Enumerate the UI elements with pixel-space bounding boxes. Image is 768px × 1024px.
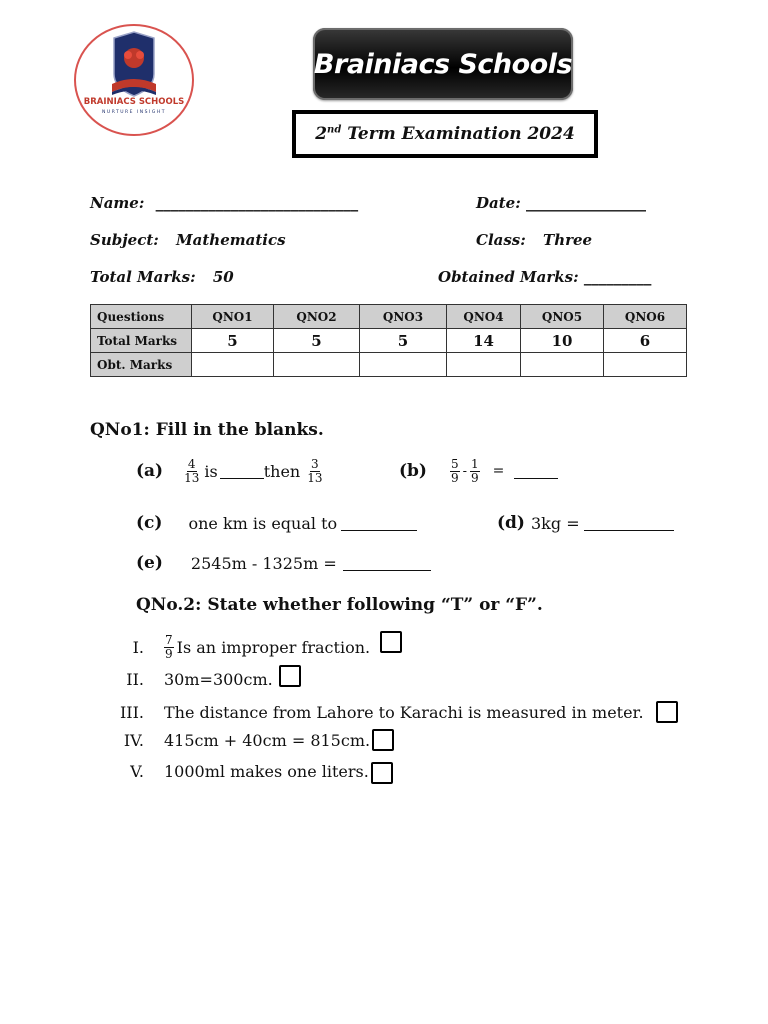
part-label: (b) — [399, 461, 427, 482]
table-header: QNO2 — [274, 305, 360, 329]
statement-text: The distance from Lahore to Karachi is measured in meter. — [164, 702, 644, 722]
term-rest: Term Examination 2024 — [341, 124, 575, 144]
q1-part-a — [136, 458, 326, 484]
obtained-cell[interactable] — [604, 353, 687, 377]
statement-text: Is an improper fraction. — [176, 637, 371, 657]
minus-sign: - — [462, 463, 468, 479]
date-label: Date: — [476, 194, 521, 212]
class-value: Three — [543, 231, 593, 249]
name-label: Name: — [90, 194, 145, 212]
statement-text: 30m=300cm. — [164, 670, 273, 689]
table-header: Questions — [91, 305, 192, 329]
obtained-cell[interactable] — [447, 353, 521, 377]
subject-value: Mathematics — [176, 231, 286, 249]
answer-blank[interactable] — [584, 516, 674, 531]
tf-item — [104, 634, 402, 660]
total-cell: 10 — [521, 329, 604, 353]
table-header: QNO1 — [192, 305, 274, 329]
total-cell: 6 — [604, 329, 687, 353]
obtained-cell[interactable] — [360, 353, 447, 377]
q1-part-c — [136, 513, 417, 533]
obtained-cell[interactable] — [274, 353, 360, 377]
equals-sign: = — [492, 463, 505, 480]
frac-num: 3 — [311, 457, 319, 471]
total-cell: 5 — [192, 329, 274, 353]
text: 3kg = — [530, 513, 580, 533]
frac-den: 9 — [165, 646, 173, 661]
subject-label: Subject: — [90, 231, 159, 249]
q1-part-d — [497, 513, 674, 533]
answer-blank[interactable] — [343, 556, 431, 571]
name-field[interactable] — [90, 194, 358, 212]
part-label: (a) — [136, 461, 164, 482]
frac-num: 5 — [450, 457, 459, 471]
answer-blank[interactable] — [514, 464, 558, 479]
table-row — [91, 353, 687, 377]
subject-field — [90, 231, 286, 249]
tf-item — [104, 758, 393, 784]
answer-checkbox[interactable] — [371, 762, 393, 784]
total-cell: 5 — [274, 329, 360, 353]
term-ordinal: 2 — [315, 124, 328, 144]
fraction — [450, 458, 460, 484]
obtained-marks-blank[interactable]: _________ — [583, 268, 652, 286]
answer-checkbox[interactable] — [656, 701, 678, 723]
answer-checkbox[interactable] — [380, 631, 402, 653]
q1-part-b — [399, 458, 558, 484]
school-banner — [313, 28, 573, 100]
roman-numeral: I. — [132, 637, 144, 657]
q1-part-e — [136, 553, 431, 573]
fraction — [164, 634, 174, 660]
roman-numeral: II. — [126, 670, 144, 689]
school-logo — [72, 22, 196, 138]
roman-numeral: III. — [119, 702, 144, 722]
table-header: QNO5 — [521, 305, 604, 329]
frac-num: 4 — [187, 457, 196, 471]
total-marks-value: 50 — [212, 268, 234, 286]
text: 2545m - 1325m = — [190, 553, 337, 573]
q1-title: QNo1: Fill in the blanks. — [90, 420, 324, 440]
fraction — [470, 458, 480, 484]
exam-title-box — [292, 110, 598, 158]
table-row — [91, 329, 687, 353]
answer-checkbox[interactable] — [279, 665, 301, 687]
answer-blank[interactable] — [220, 464, 264, 479]
fraction — [184, 458, 199, 484]
table-header-row — [91, 305, 687, 329]
statement-text: 1000ml makes one liters. — [164, 761, 369, 781]
obtained-cell[interactable] — [521, 353, 604, 377]
obtained-marks-label: Obtained Marks: — [438, 268, 579, 286]
roman-numeral: V. — [130, 761, 144, 781]
total-cell: 5 — [360, 329, 447, 353]
logo-motto: NURTURE INSIGHT — [102, 110, 166, 115]
text: then — [263, 461, 301, 481]
exam-title — [315, 124, 575, 144]
obtained-marks-field[interactable] — [438, 268, 651, 286]
total-marks-field — [90, 268, 234, 286]
part-label: (e) — [136, 553, 163, 573]
date-field[interactable] — [476, 194, 646, 212]
tf-item — [104, 701, 678, 723]
statement-text: 415cm + 40cm = 815cm. — [164, 730, 371, 750]
frac-den: 9 — [450, 470, 459, 485]
tf-item — [104, 670, 301, 689]
frac-den: 9 — [471, 470, 479, 485]
part-label: (c) — [136, 513, 163, 533]
name-blank[interactable]: ___________________________ — [155, 194, 359, 212]
frac-den: 13 — [307, 470, 323, 485]
row-label-obtained: Obt. Marks — [91, 353, 192, 377]
frac-num: 7 — [165, 633, 173, 647]
table-header: QNO4 — [447, 305, 521, 329]
class-label: Class: — [476, 231, 526, 249]
logo-text: BRAINIACS SCHOOLS — [83, 97, 185, 107]
row-label-total: Total Marks — [91, 329, 192, 353]
answer-checkbox[interactable] — [372, 729, 394, 751]
text: one km is equal to — [188, 513, 338, 533]
q2-title: QNo.2: State whether following “T” or “F”. — [136, 595, 543, 615]
frac-num: 1 — [471, 457, 479, 471]
answer-blank[interactable] — [341, 516, 417, 531]
total-marks-label: Total Marks: — [90, 268, 196, 286]
school-name: Brainiacs Schools — [313, 48, 573, 80]
part-label: (d) — [497, 513, 525, 533]
frac-den: 13 — [184, 470, 200, 485]
text: is — [204, 461, 218, 481]
fraction — [307, 458, 322, 484]
tf-item — [104, 729, 394, 751]
term-suffix: nd — [327, 124, 342, 136]
obtained-cell[interactable] — [192, 353, 274, 377]
table-header: QNO6 — [604, 305, 687, 329]
total-cell: 14 — [447, 329, 521, 353]
class-field — [476, 231, 592, 249]
roman-numeral: IV. — [123, 730, 144, 750]
marks-table — [90, 304, 687, 377]
table-header: QNO3 — [360, 305, 447, 329]
date-blank[interactable]: ________________ — [525, 194, 646, 212]
